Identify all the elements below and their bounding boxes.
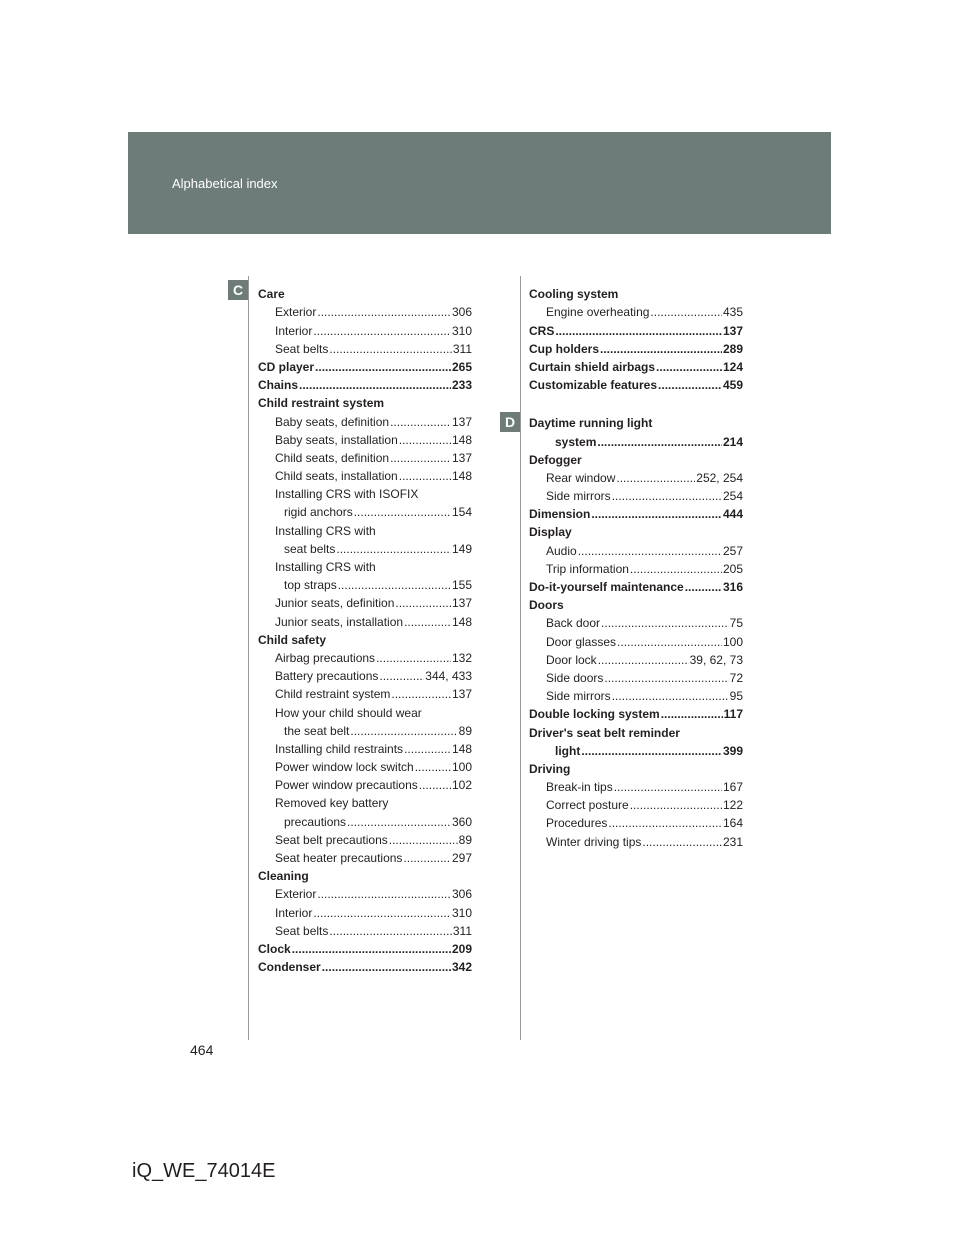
index-entry-label: Side mirrors (546, 689, 611, 704)
index-entry-label: Rear window (546, 470, 616, 485)
dot-leader (322, 960, 451, 974)
dot-leader (601, 616, 729, 630)
dot-leader (617, 635, 722, 649)
index-entry (529, 467, 743, 485)
index-entry-label: Removed key battery (275, 796, 389, 811)
index-entry-label: Exterior (275, 305, 317, 320)
index-entry-page: 316 (722, 580, 743, 594)
index-entry (258, 356, 472, 374)
index-entry-page: 205 (722, 561, 743, 576)
index-entry (258, 756, 472, 774)
index-entry (529, 685, 743, 703)
dot-leader (317, 887, 451, 901)
index-entry-page: 100 (451, 760, 472, 775)
index-entry-page: 257 (722, 543, 743, 558)
index-entry (258, 283, 472, 301)
index-entry (529, 740, 743, 758)
dot-leader (299, 378, 451, 392)
index-entry (529, 521, 743, 539)
dot-leader (415, 760, 451, 774)
index-entry (258, 847, 472, 865)
dot-leader (661, 707, 723, 721)
index-entry-label: Child seats, definition (275, 450, 390, 465)
index-entry-page: 39, 62, 73 (689, 652, 743, 667)
index-entry-label: light (555, 743, 581, 758)
index-entry (258, 501, 472, 519)
index-entry-label: Child safety (258, 632, 327, 647)
index-entry-label: Seat heater precautions (275, 851, 403, 865)
index-entry (258, 610, 472, 628)
index-entry-page: 297 (451, 851, 472, 865)
dot-leader (399, 433, 451, 447)
index-column-right (529, 283, 743, 849)
index-entry-label: Installing CRS with (275, 523, 376, 538)
dot-leader (317, 305, 451, 319)
column-divider-left (248, 276, 249, 1040)
index-entry (258, 447, 472, 465)
index-entry-page: 254 (722, 489, 743, 504)
index-entry-page: 89 (458, 832, 472, 847)
dot-leader (612, 489, 722, 503)
index-entry-label: Care (258, 287, 285, 302)
index-entry (529, 430, 743, 448)
index-entry-page: 102 (451, 778, 472, 793)
index-entry-label: Junior seats, installation (275, 614, 404, 629)
index-entry-label: Winter driving tips (546, 834, 642, 849)
letter-tab-d: D (500, 412, 520, 432)
dot-leader (612, 689, 729, 703)
index-entry-page: 148 (451, 614, 472, 629)
dot-leader (404, 615, 451, 629)
index-entry (258, 865, 472, 883)
dot-leader (403, 851, 451, 865)
index-entry-page: 399 (722, 743, 743, 758)
index-entry-label: Baby seats, installation (275, 432, 398, 447)
index-entry (258, 720, 472, 738)
dot-leader (630, 798, 722, 812)
dot-leader (389, 833, 458, 847)
index-entry (258, 956, 472, 974)
index-entry-label: system (555, 434, 597, 449)
index-entry (258, 410, 472, 428)
index-entry-label: Baby seats, definition (275, 414, 390, 429)
index-entry-label: Door glasses (546, 634, 617, 649)
index-entry-label: Daytime running light (529, 416, 653, 431)
index-entry-page: 344, 433 (425, 669, 472, 684)
index-entry-page: 117 (723, 707, 743, 722)
dot-leader (338, 578, 451, 592)
index-entry (258, 792, 472, 810)
letter-tab-c: C (228, 280, 248, 300)
index-entry (258, 810, 472, 828)
dot-leader (600, 342, 722, 356)
index-entry (529, 539, 743, 557)
index-entry-page: 435 (722, 305, 743, 320)
index-entry (529, 630, 743, 648)
index-entry-label: Door lock (546, 652, 597, 667)
index-entry-label: How your child should wear (275, 705, 422, 720)
dot-leader (616, 471, 695, 485)
index-entry-label: Installing child restraints (275, 741, 404, 756)
index-entry-page: 214 (722, 434, 743, 449)
index-entry-label: Side mirrors (546, 489, 611, 504)
index-entry-label: Do-it-yourself maintenance (529, 580, 684, 594)
index-entry-label: Side doors (546, 670, 604, 685)
index-entry (258, 319, 472, 337)
index-entry-page: 154 (451, 505, 472, 520)
index-entry-label: Junior seats, definition (275, 596, 395, 611)
index-entry-label: seat belts (284, 541, 336, 556)
index-entry-page: 310 (451, 905, 472, 920)
index-entry-label: Curtain shield airbags (529, 359, 656, 374)
index-entry-page: 311 (452, 341, 472, 356)
dot-leader (630, 562, 722, 576)
index-entry-label: Installing CRS with (275, 560, 376, 574)
index-entry (258, 374, 472, 392)
index-entry-label: Driving (529, 761, 571, 776)
index-entry-page: 148 (451, 741, 472, 756)
dot-leader (390, 451, 451, 465)
index-entry-page: 137 (451, 414, 472, 429)
index-entry-label: Airbag precautions (275, 650, 376, 665)
index-entry-label: Customizable features (529, 378, 658, 393)
index-entry (529, 812, 743, 830)
index-entry-page: 75 (729, 616, 743, 631)
index-entry (258, 629, 472, 647)
index-entry (529, 374, 743, 392)
index-entry (258, 301, 472, 319)
dot-leader (597, 435, 722, 449)
index-entry-label: Child restraint system (275, 687, 391, 702)
dot-leader (614, 780, 722, 794)
dot-leader (354, 505, 451, 519)
index-entry (529, 667, 743, 685)
index-entry-page: 231 (722, 834, 743, 849)
dot-leader (598, 653, 689, 667)
index-entry-page: 306 (451, 305, 472, 320)
dot-leader (419, 778, 451, 792)
index-entry-label: Dimension (529, 507, 591, 522)
index-entry (258, 647, 472, 665)
dot-leader (404, 742, 451, 756)
index-entry (529, 338, 743, 356)
index-entry-label: the seat belt (284, 723, 350, 738)
index-entry-page: 306 (451, 887, 472, 902)
index-entry-label: Interior (275, 905, 313, 920)
page-number: 464 (190, 1042, 214, 1058)
index-entry (529, 301, 743, 319)
dot-leader (608, 816, 722, 830)
index-entry (529, 576, 743, 594)
index-entry-page: 459 (722, 378, 743, 393)
index-entry (529, 758, 743, 776)
index-entry (258, 683, 472, 701)
index-entry-label: Break-in tips (546, 780, 613, 795)
index-entry-label: Battery precautions (275, 669, 379, 684)
index-entry-page: 233 (451, 378, 472, 393)
index-spacer (529, 392, 743, 412)
index-entry (529, 356, 743, 374)
index-entry-label: Defogger (529, 452, 582, 467)
index-entry (529, 776, 743, 794)
dot-leader (329, 924, 451, 938)
index-entry (258, 556, 472, 574)
index-entry-page: 310 (451, 323, 472, 338)
index-entry-page: 89 (458, 723, 472, 738)
index-entry (529, 594, 743, 612)
index-entry-page: 137 (451, 687, 472, 702)
index-entry (258, 938, 472, 956)
dot-leader (581, 744, 722, 758)
index-entry-label: Child restraint system (258, 396, 385, 411)
dot-leader (650, 305, 722, 319)
index-entry (529, 412, 743, 430)
index-entry-page: 265 (451, 359, 472, 374)
index-entry (529, 319, 743, 337)
index-entry (529, 283, 743, 301)
index-entry-label: precautions (284, 814, 347, 829)
index-entry (258, 538, 472, 556)
index-entry-label: Audio (546, 543, 577, 558)
dot-leader (292, 942, 451, 956)
index-entry (258, 465, 472, 483)
index-entry (529, 794, 743, 812)
index-entry (529, 485, 743, 503)
index-entry (258, 392, 472, 410)
dot-leader (658, 378, 722, 392)
dot-leader (591, 507, 722, 521)
index-entry-label: Power window lock switch (275, 760, 414, 775)
index-entry-label: Installing CRS with ISOFIX (275, 487, 419, 502)
index-entry-page: 148 (451, 432, 472, 447)
index-entry (258, 592, 472, 610)
index-entry-page: 137 (451, 450, 472, 465)
index-entry (258, 901, 472, 919)
column-divider-right (520, 276, 521, 1040)
index-entry-page: 95 (729, 689, 743, 704)
index-entry-label: Condenser (258, 960, 321, 975)
index-entry (258, 519, 472, 537)
index-entry-page: 122 (722, 798, 743, 813)
index-entry-label: Procedures (546, 816, 608, 831)
index-entry-page: 444 (722, 507, 743, 522)
index-entry-label: Double locking system (529, 707, 660, 722)
index-entry (529, 612, 743, 630)
dot-leader (336, 542, 451, 556)
index-entry (529, 721, 743, 739)
index-entry (258, 701, 472, 719)
index-entry-page: 132 (451, 650, 472, 665)
index-entry-label: Seat belt precautions (275, 832, 388, 847)
index-entry (258, 665, 472, 683)
index-entry-label: Child seats, installation (275, 469, 398, 484)
dot-leader (329, 342, 451, 356)
index-entry-label: Seat belts (275, 923, 329, 938)
dot-leader (555, 324, 722, 338)
dot-leader (642, 835, 722, 849)
index-entry-label: Trip information (546, 561, 629, 576)
index-entry-page: 311 (452, 923, 472, 938)
index-entry-page: 72 (729, 670, 743, 685)
index-entry (258, 829, 472, 847)
section-title: Alphabetical index (172, 176, 278, 191)
index-entry-page: 148 (451, 469, 472, 484)
index-entry (258, 338, 472, 356)
index-entry (529, 830, 743, 848)
dot-leader (390, 415, 451, 429)
index-entry-label: rigid anchors (284, 505, 353, 520)
index-entry-label: Exterior (275, 887, 317, 902)
index-entry (258, 429, 472, 447)
index-entry (529, 503, 743, 521)
index-entry-label: Power window precautions (275, 778, 418, 793)
dot-leader (604, 671, 728, 685)
dot-leader (313, 906, 451, 920)
index-entry-label: Doors (529, 598, 564, 613)
index-entry-label: Cooling system (529, 287, 619, 302)
index-entry-label: Interior (275, 323, 313, 338)
index-entry-page: 209 (451, 941, 472, 956)
dot-leader (379, 669, 424, 683)
index-entry-page: 342 (451, 960, 472, 975)
index-entry-label: top straps (284, 578, 337, 593)
index-entry-label: Seat belts (275, 341, 329, 356)
index-entry (258, 738, 472, 756)
index-entry (529, 449, 743, 467)
index-entry (529, 703, 743, 721)
index-entry-page: 149 (451, 541, 472, 556)
index-entry-page: 167 (722, 780, 743, 795)
index-entry-page: 124 (722, 359, 743, 374)
index-entry (258, 483, 472, 501)
index-entry-label: Chains (258, 378, 299, 393)
index-entry (258, 883, 472, 901)
dot-leader (399, 469, 451, 483)
index-entry-label: Correct posture (546, 798, 629, 813)
dot-leader (578, 544, 722, 558)
document-code: iQ_WE_74014E (132, 1160, 276, 1182)
index-entry-label: Cleaning (258, 869, 309, 884)
dot-leader (347, 815, 451, 829)
dot-leader (376, 651, 451, 665)
index-entry-label: Display (529, 525, 572, 540)
dot-leader (656, 360, 722, 374)
index-entry-label: Cup holders (529, 341, 600, 356)
index-entry-label: Back door (546, 616, 601, 631)
index-entry-label: Engine overheating (546, 305, 650, 320)
dot-leader (391, 687, 451, 701)
dot-leader (395, 596, 451, 610)
index-entry-page: 252, 254 (696, 470, 743, 485)
index-entry (529, 558, 743, 576)
index-entry-label: CD player (258, 359, 315, 374)
index-entry-page: 137 (722, 323, 743, 338)
index-column-left (258, 283, 472, 974)
dot-leader (350, 724, 457, 738)
index-entry-page: 100 (722, 634, 743, 649)
index-entry-page: 164 (722, 816, 743, 831)
index-entry-label: Clock (258, 941, 291, 956)
index-entry-page: 289 (722, 341, 743, 356)
dot-leader (315, 360, 451, 374)
index-entry-label: CRS (529, 323, 555, 338)
index-entry (258, 920, 472, 938)
index-entry (529, 649, 743, 667)
index-entry-page: 360 (451, 814, 472, 829)
index-entry-page: 137 (451, 596, 472, 611)
dot-leader (685, 580, 722, 594)
dot-leader (313, 324, 451, 338)
index-entry (258, 574, 472, 592)
index-entry-label: Driver's seat belt reminder (529, 725, 680, 740)
index-entry (258, 774, 472, 792)
index-entry-page: 155 (451, 578, 472, 593)
